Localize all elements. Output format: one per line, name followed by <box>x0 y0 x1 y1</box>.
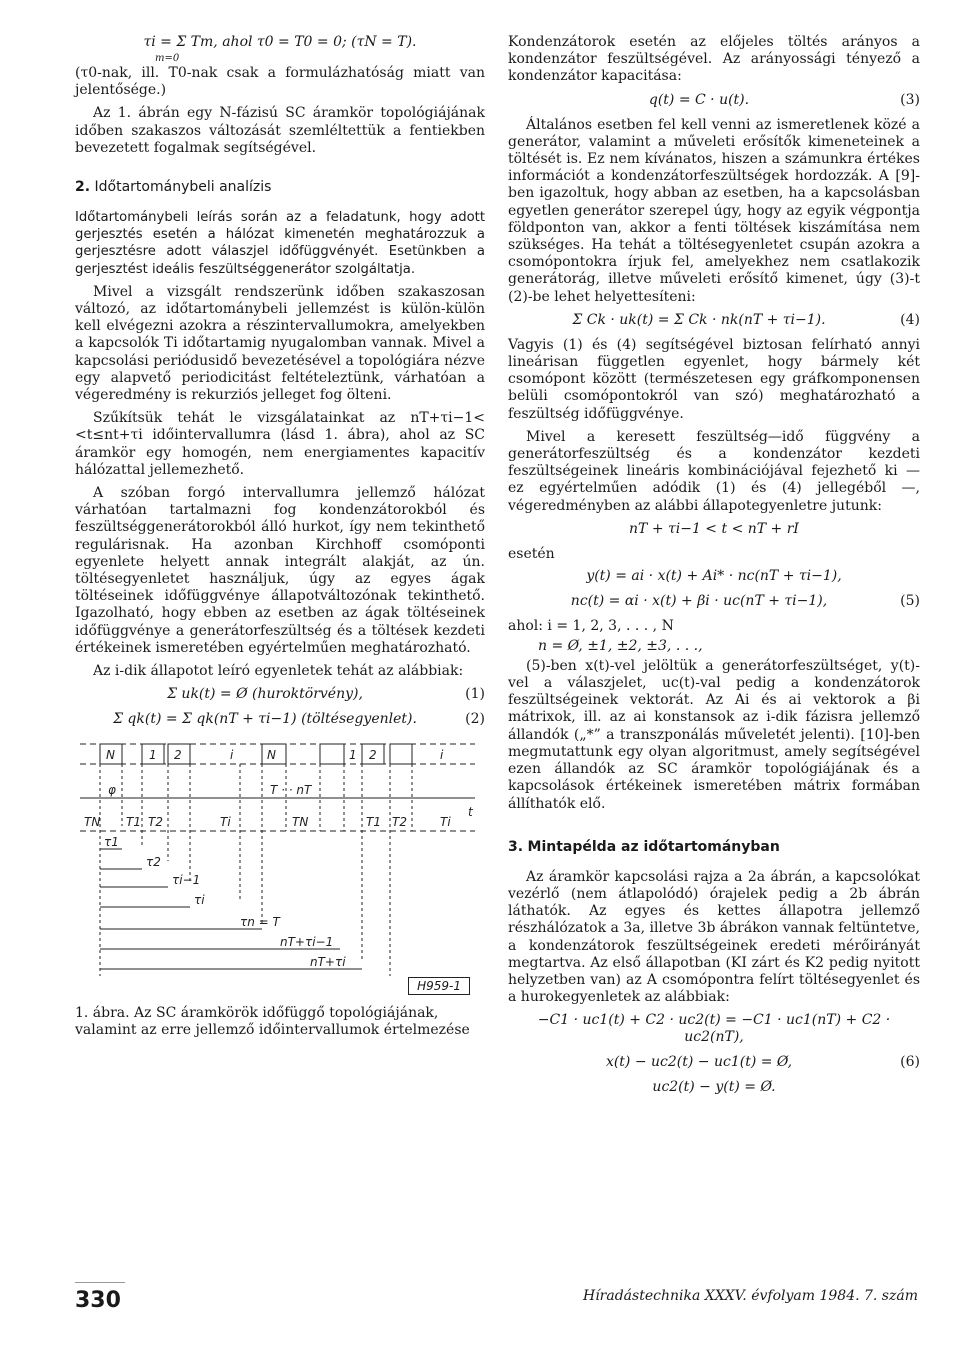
paragraph: Vagyis (1) és (4) segítségével biztosan felírható annyi lineárisan független egyenlet, hogy bármely két csomópont között (természetesen egy gráfkomponensen belüli csomópontokról van szó) meghatározható a feszültség időfüggvénye. <box>508 336 920 422</box>
journal-footer: Híradástechnika XXXV. évfolyam 1984. 7. szám <box>582 1288 918 1304</box>
ahol-line: ahol: i = 1, 2, 3, . . . , N <box>508 617 674 634</box>
equation-1 <box>75 686 485 703</box>
footer-rule <box>75 1282 125 1283</box>
equation-body: −C1 · uc1(t) + C2 · uc2(t) = −C1 · uc1(nT) + C2 · uc2(nT), <box>537 1012 891 1046</box>
right-column <box>508 34 920 1104</box>
section-heading <box>508 839 920 855</box>
paragraph: Időtartománybeli leírás során az a feladatunk, hogy adott gerjesztés esetén a hálózat kimenetén meghatározzuk a gerjesztésre adott válaszjel időfüggvényét. Esetünkben a gerjesztést ideális feszültséggenerátor szolgáltatja. <box>75 210 485 277</box>
equation-number: (4) <box>900 311 920 328</box>
fig-label: TN <box>292 815 309 830</box>
eq-tau-definition <box>75 34 485 64</box>
fig-label: T2 <box>148 815 163 830</box>
eseten-label: esetén <box>508 545 555 562</box>
equation-body: nT + τi−1 < t < nT + rI <box>629 520 799 537</box>
fig-label: τn = T <box>240 915 280 930</box>
paragraph: Mivel a keresett feszültség—idő függvény a generátorfeszültség és a kondenzátor kezdeti feszültségeinek lineáris kombinációjával fejezhető ki — ez egyértelműen adódik (1) és (4) jellegéből —, végeredményben az alábbi állapotegyenletre jutunk: <box>508 428 920 514</box>
section-title: Időtartománybeli analízis <box>94 179 272 196</box>
equation-5-nc <box>508 593 920 610</box>
equation-2 <box>75 711 485 728</box>
fig-label: N <box>106 748 115 763</box>
phase-labels <box>106 748 444 762</box>
equation-number: (1) <box>465 686 485 703</box>
figure-id: H959-1 <box>408 977 470 995</box>
section-title: Mintapélda az időtartományban <box>527 838 780 855</box>
equation-body: nc(t) = αi · x(t) + βi · uc(nT + τi−1), <box>570 592 828 609</box>
section-number: 2. <box>75 179 91 196</box>
paragraph: Az 1. ábrán egy N-fázisú SC áramkör topológiájának időben szakaszos változását szemléltettük a fentiekben bevezetett fogalmak segítségével. <box>75 105 485 156</box>
fig-label: τi−1 <box>172 873 201 888</box>
equation-3 <box>508 92 920 109</box>
paragraph: Mivel a vizsgált rendszerünk időben szakaszosan változó, az időtartománybeli jellemzést is külön-külön kell elvégezni azokra a részintervallumokra, amelyekben a kapcsolók Ti időtartamig nyugalomban vannak. Mivel a kapcsolási periódusidő bevezetésével a topológiára nézve egy alapvető periodicitást feltételeztünk, várhatóan a végeredmény is rekurziós jelleget fog ölteni. <box>75 283 485 404</box>
interval-labels <box>84 815 451 829</box>
fig-label: τ1 <box>104 835 119 850</box>
equation-6c <box>508 1079 920 1096</box>
equation-number: (5) <box>900 592 920 609</box>
fig-label: 2 <box>174 748 182 763</box>
equation-4 <box>508 312 920 329</box>
paragraph: A szóban forgó intervallumra jellemző hálózat várhatóan tartalmazni fog kondenzátorokból és feszültséggenerátorokból álló hurkot, így nem tekinthető regulárisnak. Ha azonban Kirchhoff csomóponti egyenlete helyett annak integrált alakját, az ún. töltésegyenletet használjuk, úgy az egyes ágak töltéseinek időfüggvénye állapotváltozónak tekinthető. Igazolható, hogy ebben az esetben az ágak töltéseinek időfüggvénye a generátorfeszültség és a töltések kezdeti értékeinek ismeretében egyértelműen meghatározható. <box>75 485 485 656</box>
equation-number: (6) <box>900 1054 920 1071</box>
fig-label: 1 <box>349 748 357 763</box>
equation-number: (3) <box>900 91 920 108</box>
fig-label: nT+τi <box>310 955 346 970</box>
fig-label: T2 <box>392 815 407 830</box>
equation-body: Σ Ck · uk(t) = Σ Ck · nk(nT + τi−1). <box>572 311 826 328</box>
equation-body: uc2(t) − y(t) = Ø. <box>652 1079 776 1096</box>
equation-body: Σ qk(t) = Σ qk(nT + τi−1) (töltésegyenlet). <box>113 711 417 728</box>
phase-boxes <box>80 744 475 764</box>
fig-label: TN <box>84 815 101 830</box>
figure-caption: 1. ábra. Az SC áramkörök időfüggő topológiájának, valamint az erre jellemző időintervallumok értelmezése <box>75 1005 470 1039</box>
tnT-label: T · · nT <box>270 783 312 798</box>
fig-label: i <box>230 748 234 763</box>
equation-5-y <box>508 568 920 585</box>
fig-label: nT+τi−1 <box>280 935 334 950</box>
fig-label: i <box>440 748 444 763</box>
equation-5-condition <box>508 521 920 538</box>
section-number: 3. <box>508 838 524 855</box>
fig-label: τ2 <box>146 855 161 870</box>
paragraph: Szűkítsük tehát le vizsgálatainkat az nT+τi−1< <t≤nt+τi időintervallumra (lásd 1. ábra), ahol az SC áramkör egy homogén, nem energiamentes kapacitív hálózattal jellemezhető. <box>75 410 485 478</box>
paragraph: Kondenzátorok esetén az előjeles töltés arányos a kondenzátor feszültségével. Az arányossági tényező a kondenzátor kapacitása: <box>508 34 920 85</box>
fig-label: T1 <box>126 815 141 830</box>
fig-label: τi <box>194 893 205 908</box>
equation-body: q(t) = C · u(t). <box>648 91 750 108</box>
paragraph: Az i-dik állapotot leíró egyenletek tehát az alábbiak: <box>93 663 464 680</box>
paragraph: Az áramkör kapcsolási rajza a 2a ábrán, a kapcsolókat vezérlő (nem átlapolódó) órajelek pedig a 2b ábrán láthatók. Az egyes és kettes állapotra jellemző részhálózatok a 3a, illetve 3b ábrákon vannak feltüntetve, a kondenzátorok feszültségeinek eredeti mérőirányát megtartva. Az első állapotban (KI zárt és K2 pedig nyitott helyzetben van) az A csomópontra felírt töltésegyenlet és a hurokegyenletek az alábbiak: <box>508 868 920 1006</box>
equation-6b <box>508 1054 920 1071</box>
paragraph: Általános esetben fel kell venni az ismeretlenek közé a generátor, valamint a műveleti erősítők kimeneteinek a töltését is. Ez nem kívánatos, hiszen a számunkra értékes információt a kondenzátorfeszültségek hordozzák. A [9]-ben igazoltuk, hogy abban az esetben, ha a kapcsolásban egyetlen generátor szerepel úgy, hogy az egyik végpontja földponton van, akkor a fenti töltések kiszámítása nem szükséges. Ha tehát a töltésegyenletet csupán azokra a csomópontokra írjuk fel, amelyekhez nem csatlakozik generátorág, illetve műveleti erősítő kimenet, úgy (3)-t (2)-be lehet helyettesíteni: <box>508 116 920 305</box>
equation-body: x(t) − uc2(t) − uc1(t) = Ø, <box>605 1054 793 1071</box>
fig-label: Ti <box>440 815 451 830</box>
fig-label: Ti <box>220 815 231 830</box>
phi-label: φ <box>108 783 116 798</box>
section-heading <box>75 179 485 195</box>
page-number: 330 <box>75 1288 121 1313</box>
paragraph: (τ0-nak, ill. T0-nak csak a formulázhatóság miatt van jelentősége.) <box>75 65 485 99</box>
paragraph: (5)-ben x(t)-vel jelöltük a generátorfeszültséget, y(t)-vel a válaszjelet, uc(t)-val pedig a kondenzátorok feszültségeinek vektorát. Az Ai és ai vektorok a βi mátrixok, ill. az ai konstansok az i-dik fázisra jellemző állandók („*” a transzponálás műveletét jelenti). [10]-ben megmutattunk egy olyan algoritmust, amely segítségével ezen állandók az SC áramkör topológiájának és a kapcsolások értékeinek ismeretében mátrix formában állíthatók elő. <box>508 657 920 812</box>
equation-body: y(t) = ai · x(t) + Ai* · nc(nT + τi−1), <box>586 567 842 584</box>
fig-label: N <box>267 748 276 763</box>
timing-diagram <box>70 736 482 1001</box>
eq-text: τi = Σ Tm, ahol τ0 = T0 = 0; (τN = T). <box>143 34 417 50</box>
fig-label: 1 <box>149 748 157 763</box>
equation-body: Σ uk(t) = Ø (huroktörvény), <box>167 686 363 703</box>
fig-label: T1 <box>366 815 381 830</box>
t-label: t <box>468 805 473 820</box>
equation-6a <box>508 1012 920 1046</box>
left-column <box>75 34 485 1039</box>
eq-subscript: m=0 <box>155 53 180 64</box>
fig-label: 2 <box>369 748 377 763</box>
tau-arrows <box>100 849 362 969</box>
equation-number: (2) <box>465 711 485 728</box>
n-range-line: n = Ø, ±1, ±2, ±3, . . ., <box>538 637 703 654</box>
figure-1 <box>70 736 482 1001</box>
